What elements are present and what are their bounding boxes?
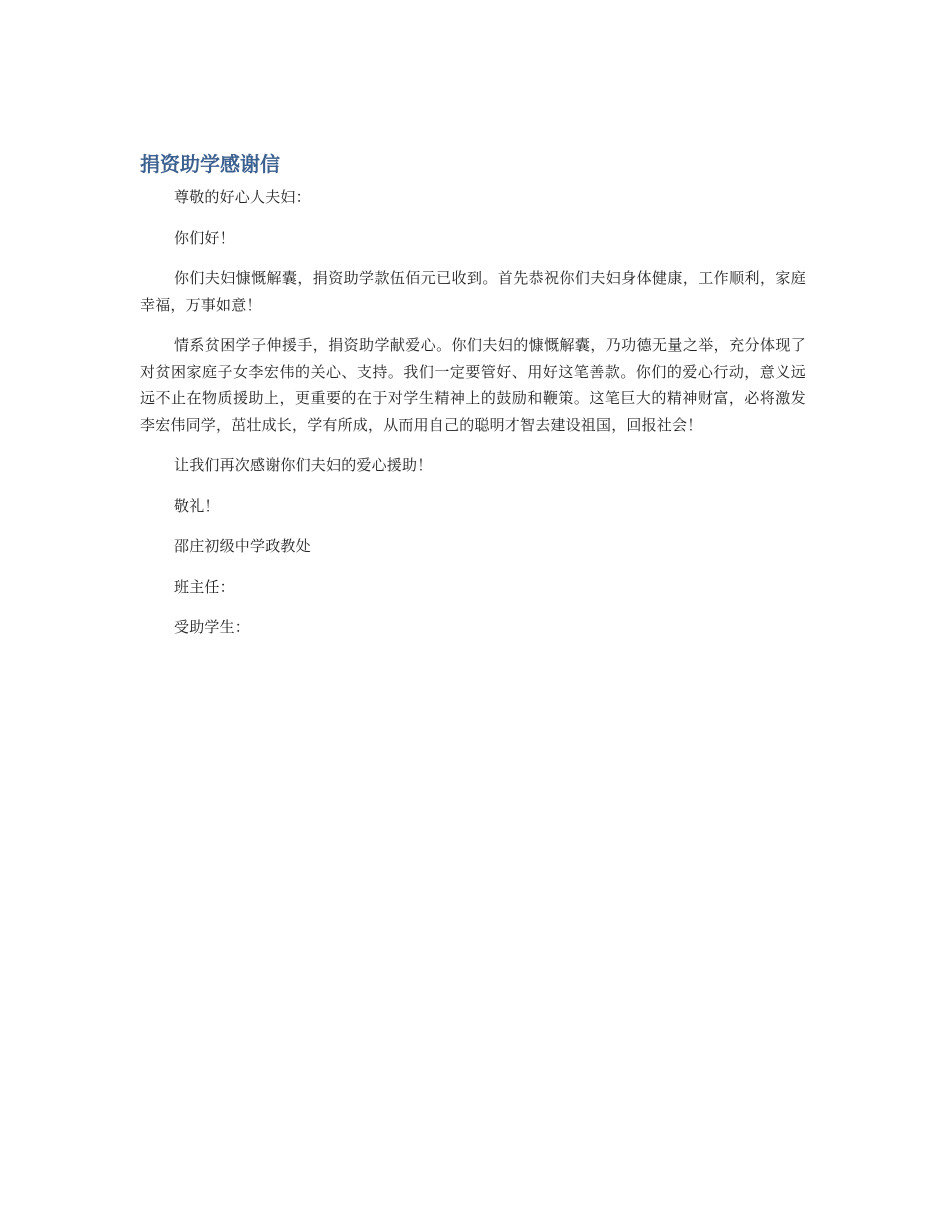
document-title: 捐资助学感谢信 (140, 152, 280, 176)
letter-body (140, 150, 806, 655)
closing: 敬礼！ (174, 496, 220, 515)
signature-student: 受助学生： (174, 618, 251, 636)
paragraph-acknowledgement: 你们夫妇慷慨解囊，捐资助学款伍佰元已收到。首先恭祝你们夫妇身体健康，工作顺利，家庭幸福，万事如意！ (140, 269, 806, 314)
paragraph-main: 情系贫困学子伸援手，捐资助学献爱心。你们夫妇的慷慨解囊，乃功德无量之举，充分体现了对贫困家庭子女李宏伟的关心、支持。我们一定要管好、用好这笔善款。你们的爱心行动，意义远远不止在物质援助上，更重要的在于对学生精神上的鼓励和鞭策。这笔巨大的精神财富，必将激发李宏伟同学，茁壮成长，学有所成，从而用自己的聪明才智去建设祖国，回报社会！ (140, 336, 806, 434)
signature-teacher: 班主任： (174, 577, 235, 596)
signature-office: 邵庄初级中学政教处 (174, 537, 311, 555)
salutation: 尊敬的好心人夫妇： (174, 188, 311, 206)
paragraph-thanks: 让我们再次感谢你们夫妇的爱心援助！ (174, 456, 433, 474)
greeting: 你们好！ (174, 228, 235, 247)
